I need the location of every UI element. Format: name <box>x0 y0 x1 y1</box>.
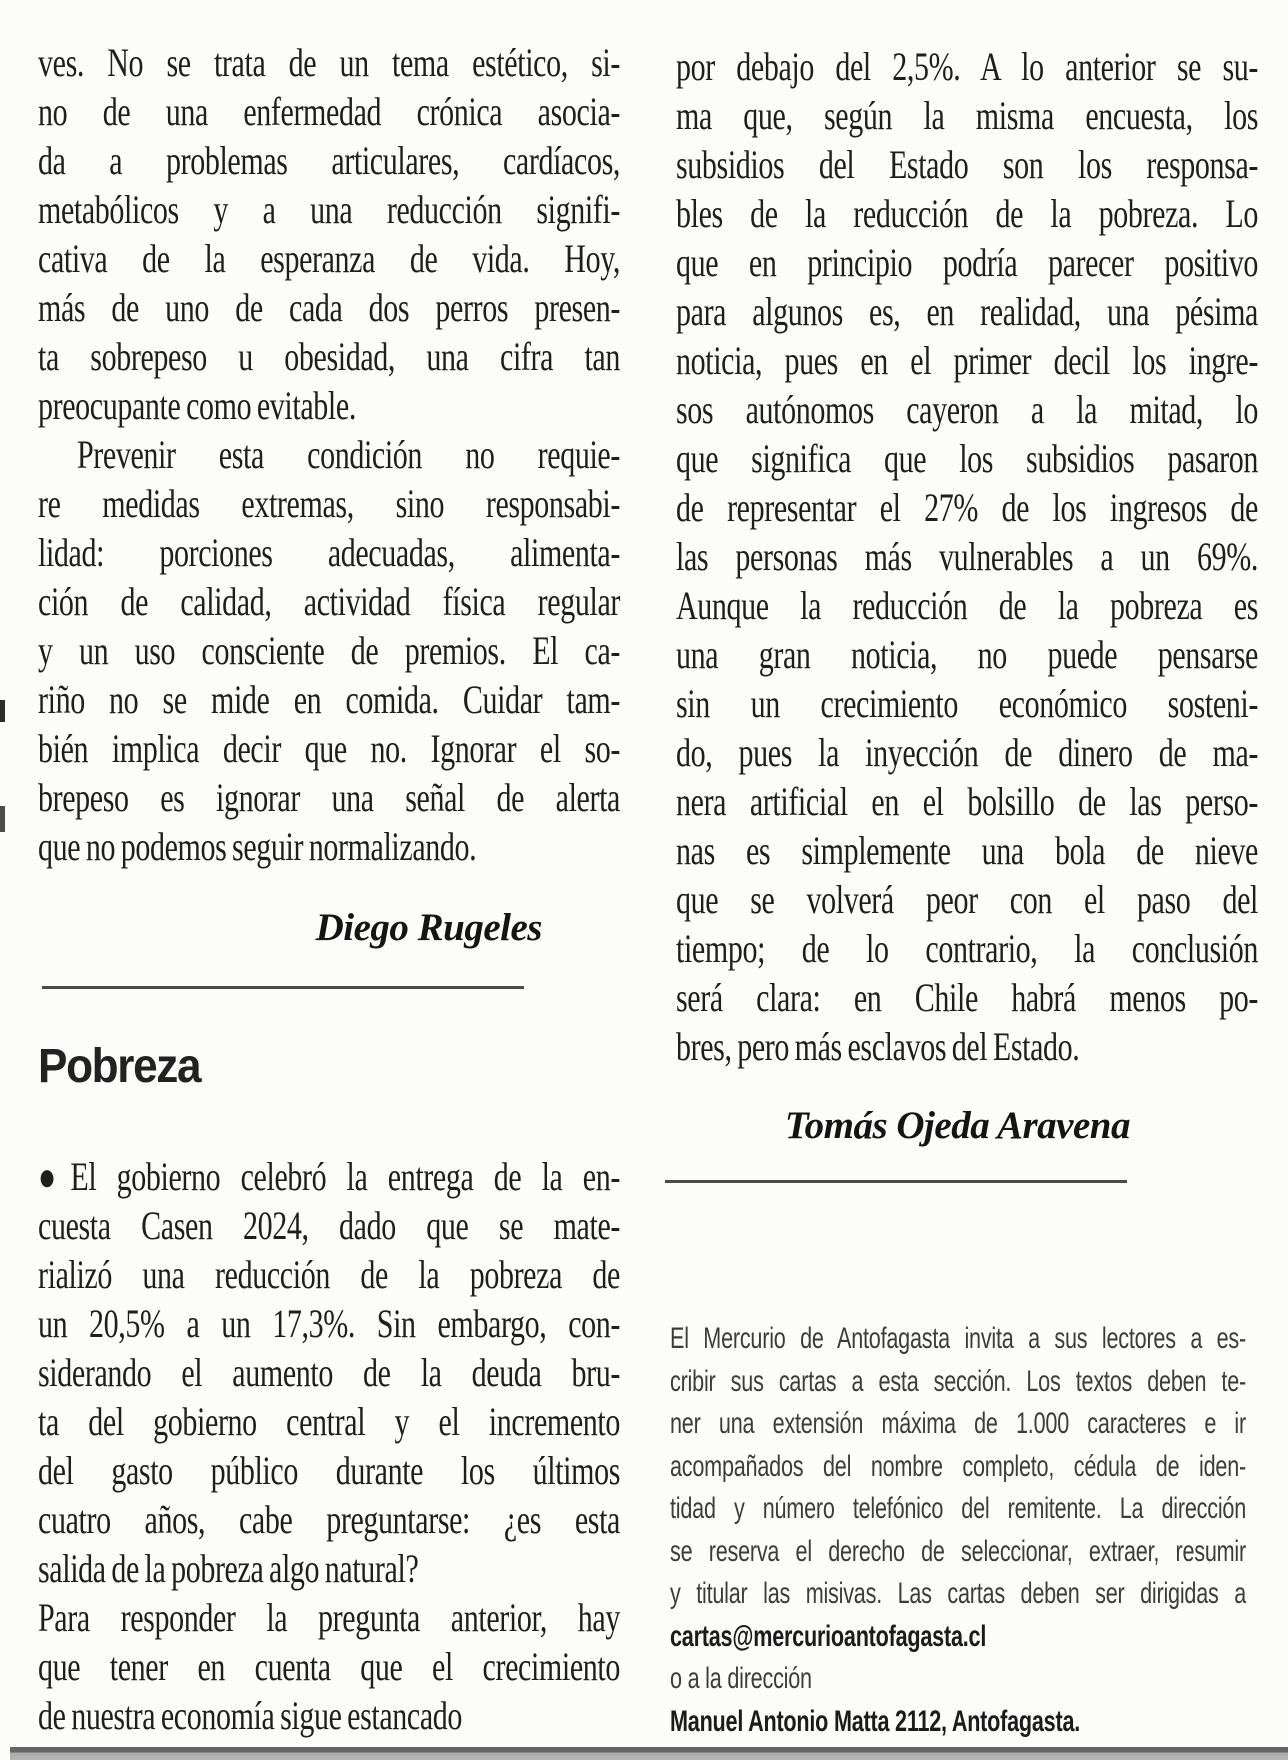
text-line: Aunque la reducción de la pobreza es <box>676 583 1258 628</box>
text-line: sin un crecimiento económico sosteni- <box>676 681 1258 726</box>
editor-note <box>670 1318 1246 1743</box>
text-line: re medidas extremas, sino responsabi- <box>38 481 620 526</box>
text-line: y titular las misivas. Las cartas deben ser dirigidas a <box>670 1577 1246 1610</box>
text-line: cuesta Casen 2024, dado que se mate- <box>38 1203 620 1248</box>
text-line: tidad y número telefónico del remitente. La dirección <box>670 1492 1246 1525</box>
text-line: cribir sus cartas a esta sección. Los textos deben te- <box>670 1364 1246 1398</box>
text-line: bles de la reducción de la pobreza. Lo <box>676 191 1258 236</box>
text-line: no de una enfermedad crónica asocia- <box>38 89 620 134</box>
text-line: ma que, según la misma encuesta, los <box>676 93 1258 138</box>
text-line: brepeso es ignorar una señal de alerta <box>38 775 620 820</box>
text-line: se reserva el derecho de seleccionar, extraer, resumir <box>670 1534 1246 1568</box>
text-line: subsidios del Estado son los responsa- <box>676 142 1258 187</box>
text-line: nas es simplemente una bola de nieve <box>676 828 1258 873</box>
text-line: Manuel Antonio Matta 2112, Antofagasta. <box>670 1704 1081 1738</box>
text-line: da a problemas articulares, cardíacos, <box>38 138 620 183</box>
text-line: ta sobrepeso u obesidad, una cifra tan <box>38 334 620 379</box>
signature-tomas-ojeda-aravena: Tomás Ojeda Aravena <box>784 1104 1130 1147</box>
text-line: una gran noticia, no puede pensarse <box>676 632 1258 677</box>
text-line: noticia, pues en el primer decil los ingre- <box>676 338 1258 383</box>
text-line: salida de la pobreza algo natural? <box>38 1546 419 1591</box>
text-line: sos autónomos cayeron a la mitad, lo <box>676 387 1258 432</box>
letter-pobreza-heading: Pobreza <box>38 1040 201 1093</box>
text-line: y un uso consciente de premios. El ca- <box>38 628 620 673</box>
text-line: de nuestra economía sigue estancado <box>38 1693 463 1738</box>
text-line: que en principio podría parecer positivo <box>676 240 1258 285</box>
letter-pobreza-body <box>38 1152 620 1740</box>
text-line: que significa que los subsidios pasaron <box>676 436 1258 481</box>
text-line: cativa de la esperanza de vida. Hoy, <box>38 236 620 281</box>
text-line: que no podemos seguir normalizando. <box>38 824 477 869</box>
letter-pobreza-body-continued <box>676 42 1258 1071</box>
text-line: tiempo; de lo contrario, la conclusión <box>676 926 1258 971</box>
text-line: ción de calidad, actividad física regular <box>38 579 620 624</box>
signature-diego-rugeles: Diego Rugeles <box>315 906 542 949</box>
section-divider-rule-left <box>42 986 524 989</box>
text-line: que tener en cuenta que el crecimiento <box>38 1644 620 1689</box>
text-line: riño no se mide en comida. Cuidar tam- <box>38 677 620 722</box>
text-line: bién implica decir que no. Ignorar el so- <box>38 726 620 771</box>
text-line: El Mercurio de Antofagasta invita a sus lectores a es- <box>670 1322 1246 1355</box>
scan-artifact <box>0 700 5 722</box>
text-line: ●El gobierno celebró la entrega de la en- <box>38 1154 620 1199</box>
text-line: bres, pero más esclavos del Estado. <box>676 1024 1080 1069</box>
text-line: acompañados del nombre completo, cédula de iden- <box>670 1449 1246 1483</box>
text-line: será clara: en Chile habrá menos po- <box>676 975 1258 1020</box>
text-line: Para responder la pregunta anterior, hay <box>38 1595 620 1640</box>
bottom-rule-bar <box>10 1747 1288 1760</box>
text-line: metabólicos y a una reducción signifi- <box>38 187 620 232</box>
text-line: de representar el 27% de los ingresos de <box>676 485 1258 530</box>
text-line: cartas@mercurioantofagasta.cl <box>670 1619 987 1653</box>
text-line: las personas más vulnerables a un 69%. <box>676 534 1258 579</box>
text-line: más de uno de cada dos perros presen- <box>38 285 620 330</box>
text-line: un 20,5% a un 17,3%. Sin embargo, con- <box>38 1301 620 1346</box>
text-line: ta del gobierno central y el incremento <box>38 1399 620 1444</box>
text-line: nera artificial en el bolsillo de las perso- <box>676 779 1258 824</box>
scan-artifact <box>0 806 5 832</box>
text-line: Prevenir esta condición no requie- <box>77 432 620 477</box>
text-line: lidad: porciones adecuadas, alimenta- <box>38 530 620 575</box>
letter-obesity-body <box>38 38 620 871</box>
text-line: ner una extensión máxima de 1.000 caracteres e ir <box>670 1407 1246 1440</box>
text-line: para algunos es, en realidad, una pésima <box>676 289 1258 334</box>
text-line: o a la dirección <box>670 1662 812 1695</box>
text-line: preocupante como evitable. <box>38 383 356 428</box>
text-line: que se volverá peor con el paso del <box>676 877 1258 922</box>
text-line: por debajo del 2,5%. A lo anterior se su- <box>676 44 1258 89</box>
text-line: del gasto público durante los últimos <box>38 1448 620 1493</box>
text-line: ves. No se trata de un tema estético, si- <box>38 40 620 85</box>
text-line: do, pues la inyección de dinero de ma- <box>676 730 1258 775</box>
section-divider-rule-right <box>665 1180 1127 1183</box>
text-line: siderando el aumento de la deuda bru- <box>38 1350 620 1395</box>
text-line: cuatro años, cabe preguntarse: ¿es esta <box>38 1497 620 1542</box>
text-line: rializó una reducción de la pobreza de <box>38 1252 620 1297</box>
